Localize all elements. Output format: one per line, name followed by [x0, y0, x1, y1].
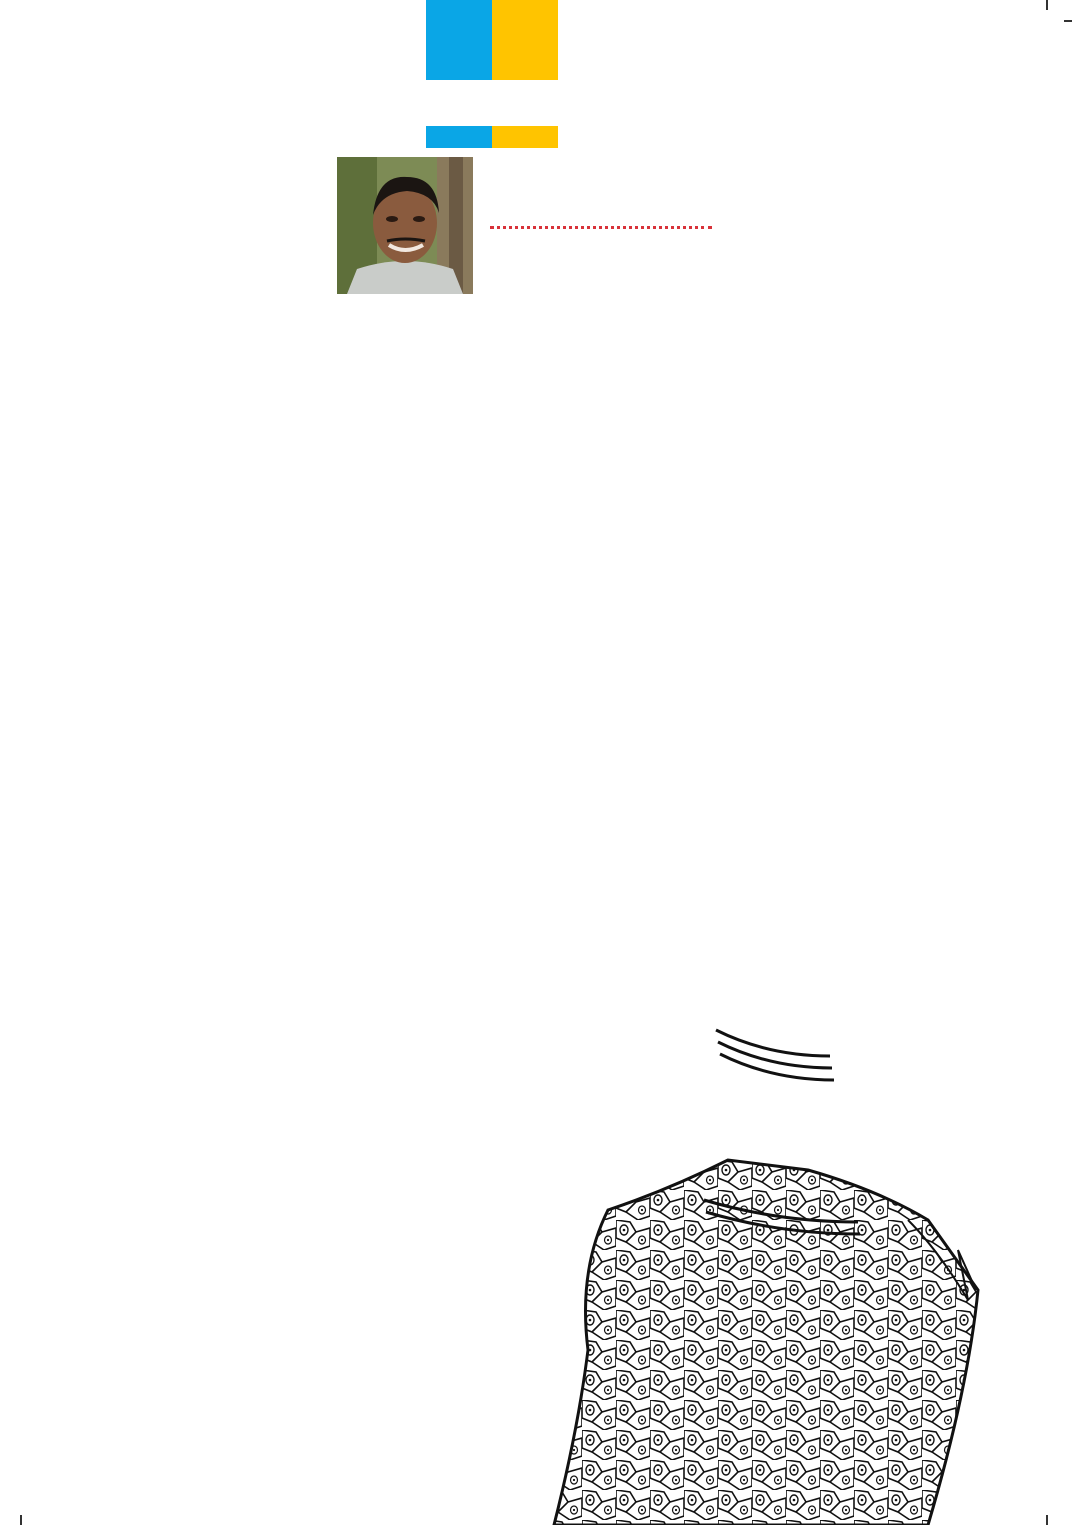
hair-illustration-top [770, 0, 1010, 275]
section-header [426, 0, 558, 148]
header-color-bar [426, 0, 558, 80]
hair-illustration-bottom [548, 830, 1072, 1525]
crop-mark [20, 1515, 22, 1525]
crop-mark [1046, 0, 1048, 10]
author-photo [337, 157, 473, 294]
dotted-divider [490, 226, 712, 229]
header-color-strip [426, 126, 558, 148]
section-label [426, 80, 558, 126]
crop-mark [1064, 20, 1072, 22]
page-footer [755, 1392, 783, 1428]
